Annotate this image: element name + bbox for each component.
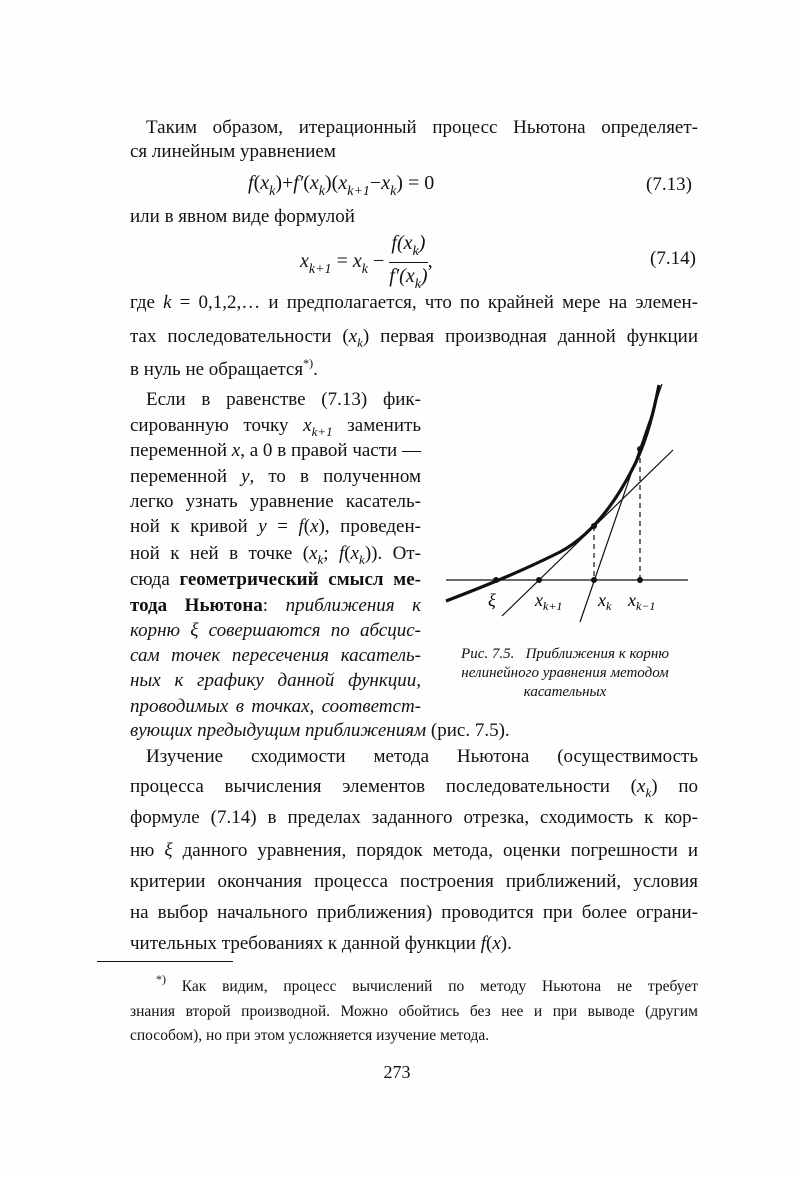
equation-label-7-13: (7.13): [646, 174, 692, 195]
text-line: [130, 205, 698, 229]
text-segment: где: [130, 292, 164, 313]
text-segment: на выбор начального приближения) проводится при более ограни-: [130, 902, 698, 923]
text-line: [130, 644, 421, 668]
text-segment: данного уравнения, порядок метода, оценки погрешности и: [172, 840, 698, 861]
text-segment: вующих предыдущим приближениям: [130, 720, 427, 741]
text-segment: ) первая производная данной функции: [362, 326, 698, 347]
point-xi: [493, 577, 499, 583]
text-segment: , а 0 в правой части —: [240, 440, 421, 461]
text-segment: x: [309, 543, 318, 564]
text-segment: ся линейным уравнением: [130, 141, 336, 162]
text-segment: тах последовательности (: [130, 326, 349, 347]
text-segment: k: [317, 552, 324, 567]
text-segment: в нуль не обращается: [130, 359, 304, 380]
text-segment: ню: [130, 840, 165, 861]
text-segment: x: [303, 415, 312, 436]
text-segment: ной к ней в точке (: [130, 543, 310, 564]
text-segment: (: [486, 933, 493, 954]
text-segment: ) по: [651, 776, 698, 797]
text-segment: x: [350, 543, 360, 564]
text-line: [130, 515, 421, 539]
label-xk-minus-1: $x_{k-1}$: [628, 590, 656, 613]
footnote-divider: [97, 961, 233, 962]
text-segment: формуле (7.14) в пределах заданного отрезка, сходимость к кор-: [130, 807, 698, 828]
text-line: [146, 745, 698, 769]
text-segment: ных к графику данной функции,: [130, 670, 421, 691]
text-segment: приближения к: [285, 595, 421, 616]
text-line: [130, 695, 421, 719]
equation-label-7-14: (7.14): [650, 248, 696, 269]
text-segment: x: [348, 326, 358, 347]
text-segment: сам точек пересечения касатель-: [130, 645, 421, 666]
point-xk-minus-1: [637, 577, 643, 583]
text-line: [130, 291, 698, 315]
label-xi: ξ: [488, 590, 496, 610]
text-segment: ), проведен-: [318, 516, 421, 537]
text-segment: k+1: [311, 424, 333, 439]
text-segment: сированную точку: [130, 415, 304, 436]
curve-point-xk-minus-1: [637, 446, 643, 452]
text-segment: k: [645, 785, 652, 800]
text-segment: процесса вычисления элементов последовательности (: [130, 776, 637, 797]
text-segment: чительных требованиях к данной функции: [130, 933, 481, 954]
figure-caption: [432, 645, 698, 702]
text-segment: сюда: [130, 569, 180, 590]
text-line: [130, 414, 421, 438]
text-segment: f: [480, 933, 487, 954]
text-segment: x: [637, 776, 646, 797]
text-segment: k: [357, 335, 363, 350]
label-xk-plus-1: $x_{k+1}$: [535, 590, 563, 613]
text-line: [130, 490, 421, 514]
tangent-at-xk: [502, 450, 673, 616]
text-line: [130, 1026, 489, 1046]
text-segment: проводимых в точках, соответст-: [130, 696, 421, 717]
function-curve: [446, 385, 659, 601]
text-segment: =: [266, 516, 299, 537]
text-segment: y: [258, 516, 267, 537]
text-segment: Как видим, процесс вычислений по методу Ньютона не требует: [166, 978, 698, 995]
fraction: $\frac{f(x_k)}{f'(x_k)}$: [389, 232, 428, 292]
text-line: [130, 932, 512, 956]
text-segment: *): [156, 972, 166, 986]
text-line: [130, 465, 421, 489]
text-segment: Изучение сходимости метода Ньютона (осуществимость: [146, 746, 698, 767]
text-segment: переменной: [130, 440, 232, 461]
text-segment: k: [359, 552, 365, 567]
text-segment: (: [344, 543, 351, 564]
equation-7-14: $x_{k+1} = x_k$ − $\frac{f(x_k)}{f'(x_k)}$ ,: [300, 232, 433, 292]
text-line: [146, 116, 698, 140]
text-segment: x: [231, 440, 241, 461]
text-segment: *): [303, 356, 314, 370]
text-segment: ной к кривой: [130, 516, 259, 537]
text-segment: корню ξ совершаются по абсцис-: [130, 620, 421, 641]
text-segment: Если в равенстве (7.13) фик-: [146, 389, 421, 410]
text-segment: k: [163, 292, 172, 313]
text-segment: :: [262, 595, 286, 616]
text-segment: способом), но при этом усложняется изучение метода.: [130, 1027, 490, 1044]
caption-line: касательных: [523, 684, 607, 700]
label-xk: $x_k$: [598, 590, 612, 613]
caption-line: нелинейного уравнения методом: [461, 665, 669, 681]
text-segment: y: [241, 466, 250, 487]
newton-method-figure: [430, 370, 710, 635]
equation-7-13: $f(x_k)+f'(x_k)(x_{k+1}-x_k) = 0$: [248, 172, 435, 199]
text-segment: x: [310, 516, 319, 537]
text-segment: тода Ньютона: [130, 595, 263, 616]
text-segment: ξ: [164, 840, 173, 861]
text-segment: f: [298, 516, 304, 537]
text-segment: критерии окончания процесса построения приближений, условия: [130, 871, 698, 892]
text-segment: .: [313, 359, 318, 380]
text-line: [130, 140, 698, 164]
text-segment: (рис. 7.5).: [426, 720, 510, 741]
text-segment: ).: [500, 933, 512, 954]
text-line: [130, 669, 421, 693]
text-segment: f: [338, 543, 345, 564]
text-line: [130, 542, 421, 566]
text-line: [130, 619, 421, 643]
text-line: [130, 870, 698, 894]
text-line: [130, 806, 698, 830]
page-number: 273: [383, 1062, 411, 1082]
text-segment: )). От-: [364, 543, 421, 564]
text-segment: знания второй производной. Можно обойтись без нее и при выводе (другим: [130, 1003, 698, 1020]
text-line: [130, 719, 510, 743]
text-line: [130, 325, 698, 349]
text-segment: x: [492, 933, 501, 954]
point-xk: [591, 577, 597, 583]
text-segment: или в явном виде формулой: [130, 206, 355, 227]
caption-line: Рис. 7.5. Приближения к корню: [461, 646, 669, 662]
text-line: [130, 594, 421, 618]
tangent-at-xk-minus-1: [580, 384, 662, 622]
text-line: [130, 1002, 698, 1022]
text-segment: , то в полученном: [249, 466, 421, 487]
text-line: [130, 839, 698, 863]
text-segment: = 0,1,2,… и предполагается, что по крайней мере на элемен-: [171, 292, 698, 313]
text-segment: переменной: [130, 466, 242, 487]
text-line: [146, 388, 421, 412]
text-line: [130, 568, 421, 592]
text-segment: заменить: [332, 415, 421, 436]
text-line: [130, 972, 698, 997]
text-line: [130, 439, 421, 463]
text-segment: (: [303, 516, 311, 537]
text-line: [130, 901, 698, 925]
curve-point-xk: [591, 523, 597, 529]
text-line: [130, 775, 698, 799]
text-segment: геометрический смысл ме-: [179, 569, 422, 590]
point-xk-plus-1: [536, 577, 542, 583]
text-segment: ;: [323, 543, 339, 564]
text-segment: Таким образом, итерационный процесс Ньютона определяет-: [146, 117, 698, 138]
text-segment: легко узнать уравнение касатель-: [130, 491, 421, 512]
